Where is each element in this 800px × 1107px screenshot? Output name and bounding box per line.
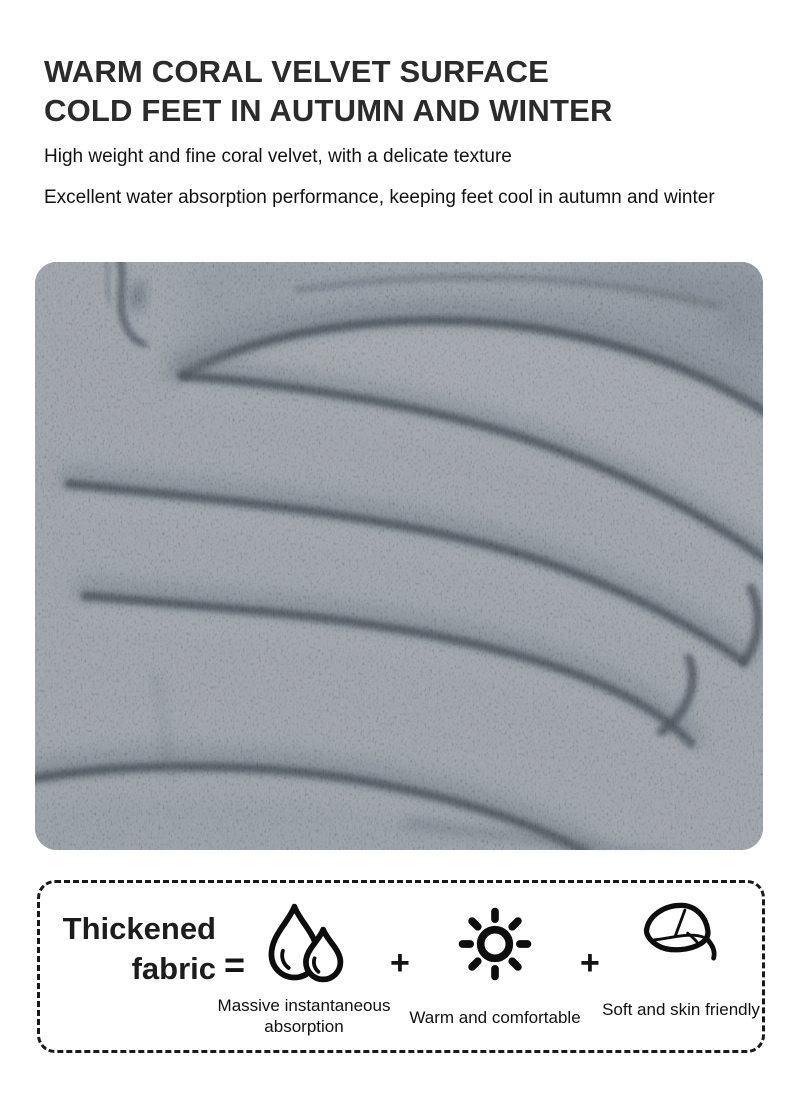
feature-warm bbox=[406, 897, 584, 1028]
sun-icon bbox=[452, 901, 538, 987]
feature-label: Warm and comfortable bbox=[409, 1008, 581, 1027]
feature-soft bbox=[592, 893, 770, 1020]
equation-left-line2: fabric bbox=[131, 951, 216, 986]
page-title bbox=[44, 52, 613, 130]
fabric-texture-image bbox=[35, 262, 763, 850]
title-line-2: COLD FEET IN AUTUMN AND WINTER bbox=[44, 93, 613, 128]
product-photo bbox=[35, 262, 763, 850]
equation-left-line1: Thickened bbox=[62, 911, 216, 946]
feature-label: Soft and skin friendly bbox=[602, 1000, 760, 1019]
plus-sign: + bbox=[390, 944, 410, 982]
feature-equation-box bbox=[37, 880, 765, 1053]
plus-sign: + bbox=[580, 944, 600, 982]
feature-absorption bbox=[206, 897, 402, 1037]
subtitle-texture: High weight and fine coral velvet, with a delicate texture bbox=[44, 146, 512, 167]
title-line-1: WARM CORAL VELVET SURFACE bbox=[44, 54, 550, 89]
equation-left-label bbox=[50, 909, 216, 989]
leaf-icon bbox=[635, 895, 727, 981]
feature-label: Massive instantaneous absorption bbox=[217, 996, 391, 1036]
equals-sign: = bbox=[224, 944, 246, 985]
subtitle-absorption: Excellent water absorption performance, keeping feet cool in autumn and winter bbox=[44, 187, 715, 208]
water-drops-icon bbox=[258, 897, 350, 989]
